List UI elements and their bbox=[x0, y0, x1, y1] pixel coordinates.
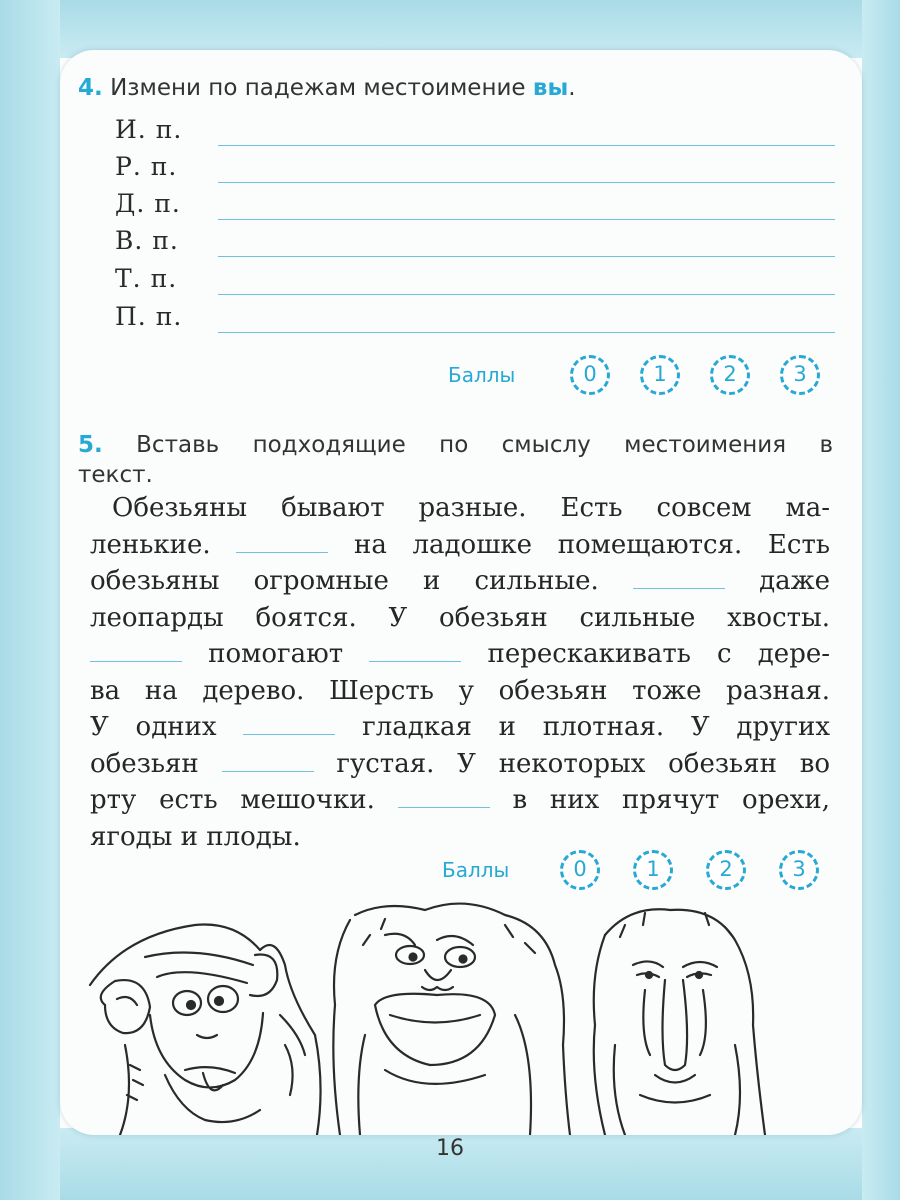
story-fragment: помогают bbox=[182, 639, 370, 669]
story-fragment: рту есть мешочки. bbox=[90, 785, 398, 815]
score-block-task-5 bbox=[442, 850, 832, 900]
score-option-0[interactable]: 0 bbox=[570, 355, 610, 395]
score-option-2[interactable]: 2 bbox=[706, 850, 746, 890]
task-4-end: . bbox=[568, 75, 576, 101]
case-label: Д. п. bbox=[115, 189, 181, 218]
score-label: Баллы bbox=[442, 858, 510, 882]
score-option-3[interactable]: 3 bbox=[779, 850, 819, 890]
score-option-1[interactable]: 1 bbox=[640, 355, 680, 395]
story-line bbox=[90, 782, 830, 819]
story-fragment: обезьяны огромные и сильные. bbox=[90, 566, 633, 596]
case-row-dative bbox=[115, 189, 835, 227]
story-fragment: Обезьяны бывают разные. Есть совсем ма- bbox=[112, 493, 830, 523]
story-line bbox=[90, 709, 830, 746]
blank-field[interactable] bbox=[236, 530, 328, 553]
case-label: Р. п. bbox=[115, 152, 178, 181]
case-row-genitive bbox=[115, 152, 835, 190]
blank-field[interactable] bbox=[633, 566, 725, 589]
score-option-3[interactable]: 3 bbox=[780, 355, 820, 395]
story-line bbox=[90, 563, 830, 600]
case-label: В. п. bbox=[115, 226, 179, 255]
blank-field[interactable] bbox=[398, 785, 490, 808]
case-row-instrumental bbox=[115, 264, 835, 302]
score-label: Баллы bbox=[448, 363, 516, 387]
page-number: 16 bbox=[436, 1136, 464, 1161]
score-option-0[interactable]: 0 bbox=[560, 850, 600, 890]
story-line bbox=[90, 673, 830, 710]
decorative-frame-left bbox=[0, 0, 60, 1200]
gorilla-drawing bbox=[333, 904, 570, 1135]
story-fragment: даже bbox=[724, 566, 830, 596]
story-line bbox=[90, 746, 830, 783]
story-line bbox=[90, 600, 830, 637]
answer-line[interactable] bbox=[218, 219, 835, 220]
story-text bbox=[90, 490, 830, 855]
case-row-accusative bbox=[115, 226, 835, 264]
story-fragment: перескакивать с дере- bbox=[461, 639, 831, 669]
task-5-text-continued: текст. bbox=[78, 462, 153, 488]
case-label: И. п. bbox=[115, 115, 183, 144]
story-fragment: ва на дерево. Шерсть у обезьян тоже разная. bbox=[90, 675, 830, 706]
answer-line[interactable] bbox=[218, 256, 835, 257]
story-fragment: густая. У некоторых обезьян во bbox=[313, 748, 830, 779]
case-label: П. п. bbox=[115, 302, 183, 331]
task-5-text: Вставь подходящие по смыслу местоимения в bbox=[136, 432, 834, 458]
story-fragment: ленькие. bbox=[90, 529, 237, 560]
story-fragment: леопарды боятся. У обезьян сильные хвосты. bbox=[90, 602, 830, 633]
answer-line[interactable] bbox=[218, 332, 835, 333]
task-4-pronoun: вы bbox=[532, 75, 569, 101]
task-4-number: 4. bbox=[78, 75, 103, 101]
story-fragment: обезьян bbox=[90, 748, 222, 779]
story-fragment: гладкая и плотная. У других bbox=[335, 712, 830, 742]
task-5-heading bbox=[78, 432, 833, 458]
decorative-frame-right bbox=[862, 0, 900, 1200]
mandrill-drawing bbox=[594, 909, 765, 1135]
score-option-2[interactable]: 2 bbox=[710, 355, 750, 395]
case-row-nominative bbox=[115, 115, 835, 153]
answer-line[interactable] bbox=[218, 182, 835, 183]
answer-line[interactable] bbox=[218, 145, 835, 146]
score-option-1[interactable]: 1 bbox=[633, 850, 673, 890]
story-fragment: на ладошке помещаются. Есть bbox=[328, 529, 830, 560]
blank-field[interactable] bbox=[222, 749, 314, 772]
blank-field[interactable] bbox=[369, 639, 461, 662]
task-4-heading bbox=[78, 75, 576, 101]
blank-field[interactable] bbox=[90, 639, 182, 662]
story-fragment: ягоды и плоды. bbox=[90, 821, 301, 852]
story-fragment: в них прячут орехи, bbox=[489, 785, 830, 815]
chimpanzee-drawing bbox=[90, 925, 321, 1135]
monkeys-illustration bbox=[85, 895, 830, 1135]
blank-field[interactable] bbox=[243, 712, 335, 735]
answer-line[interactable] bbox=[218, 294, 835, 295]
task-5-number: 5. bbox=[78, 432, 103, 458]
score-block-task-4 bbox=[448, 355, 838, 405]
story-fragment: У одних bbox=[90, 712, 244, 742]
case-row-prepositional bbox=[115, 302, 835, 340]
story-line bbox=[90, 636, 830, 673]
case-label: Т. п. bbox=[115, 264, 178, 293]
story-line bbox=[90, 527, 830, 564]
story-line bbox=[90, 490, 830, 527]
task-4-text: Измени по падежам местоимение bbox=[110, 75, 533, 101]
